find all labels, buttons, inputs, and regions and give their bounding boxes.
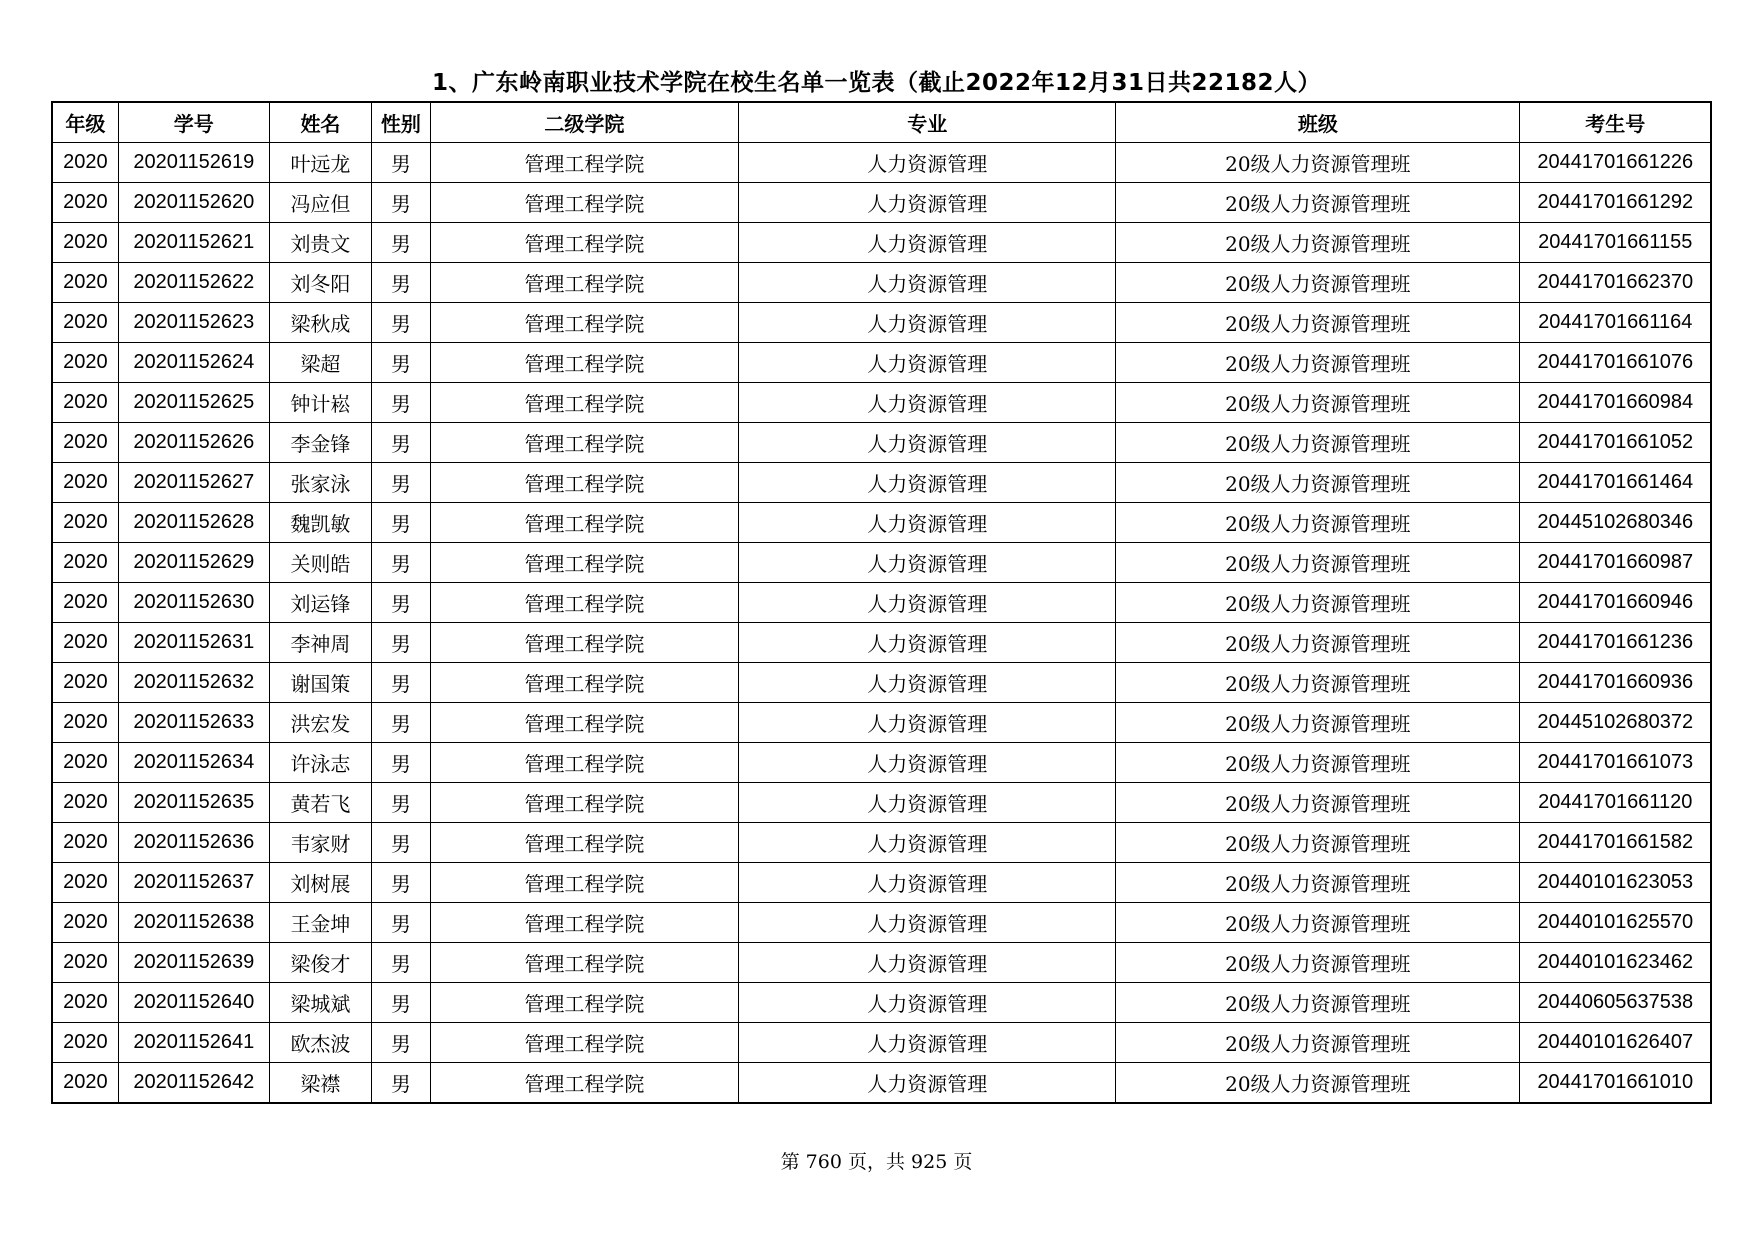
- cell-grade: 2020: [52, 823, 118, 863]
- table-row: [52, 663, 1711, 703]
- cell-grade: 2020: [52, 183, 118, 223]
- cell-student-id: 20201152634: [118, 743, 269, 783]
- cell-name: 刘树展: [269, 863, 372, 903]
- cell-grade: 2020: [52, 623, 118, 663]
- cell-gender: 男: [372, 583, 430, 623]
- cell-student-id: 20201152639: [118, 943, 269, 983]
- cell-college: 管理工程学院: [430, 863, 739, 903]
- cell-grade: 2020: [52, 743, 118, 783]
- cell-name: 谢国策: [269, 663, 372, 703]
- cell-student-id: 20201152631: [118, 623, 269, 663]
- cell-gender: 男: [372, 783, 430, 823]
- cell-college: 管理工程学院: [430, 623, 739, 663]
- cell-student-id: 20201152637: [118, 863, 269, 903]
- cell-major: 人力资源管理: [739, 223, 1116, 263]
- cell-class: 20级人力资源管理班: [1116, 503, 1520, 543]
- header-exam-id: 考生号: [1520, 102, 1711, 143]
- cell-gender: 男: [372, 423, 430, 463]
- cell-gender: 男: [372, 383, 430, 423]
- cell-grade: 2020: [52, 583, 118, 623]
- table-row: [52, 623, 1711, 663]
- cell-class: 20级人力资源管理班: [1116, 663, 1520, 703]
- cell-class: 20级人力资源管理班: [1116, 823, 1520, 863]
- cell-name: 魏凯敏: [269, 503, 372, 543]
- table-row: [52, 503, 1711, 543]
- cell-gender: 男: [372, 663, 430, 703]
- cell-gender: 男: [372, 703, 430, 743]
- cell-gender: 男: [372, 1023, 430, 1063]
- cell-class: 20级人力资源管理班: [1116, 943, 1520, 983]
- cell-college: 管理工程学院: [430, 263, 739, 303]
- cell-grade: 2020: [52, 303, 118, 343]
- cell-grade: 2020: [52, 983, 118, 1023]
- cell-exam-id: 20441701661464: [1520, 463, 1711, 503]
- cell-student-id: 20201152624: [118, 343, 269, 383]
- cell-student-id: 20201152630: [118, 583, 269, 623]
- table-row: [52, 263, 1711, 303]
- table-row: [52, 823, 1711, 863]
- cell-student-id: 20201152625: [118, 383, 269, 423]
- cell-major: 人力资源管理: [739, 943, 1116, 983]
- cell-grade: 2020: [52, 223, 118, 263]
- cell-gender: 男: [372, 543, 430, 583]
- cell-class: 20级人力资源管理班: [1116, 543, 1520, 583]
- cell-grade: 2020: [52, 143, 118, 183]
- cell-grade: 2020: [52, 383, 118, 423]
- cell-major: 人力资源管理: [739, 423, 1116, 463]
- cell-gender: 男: [372, 903, 430, 943]
- cell-exam-id: 20440101623462: [1520, 943, 1711, 983]
- cell-exam-id: 20441701661226: [1520, 143, 1711, 183]
- header-major: 专业: [739, 102, 1116, 143]
- cell-name: 梁襟: [269, 1063, 372, 1104]
- cell-class: 20级人力资源管理班: [1116, 383, 1520, 423]
- cell-class: 20级人力资源管理班: [1116, 783, 1520, 823]
- cell-student-id: 20201152628: [118, 503, 269, 543]
- cell-gender: 男: [372, 343, 430, 383]
- cell-class: 20级人力资源管理班: [1116, 903, 1520, 943]
- cell-gender: 男: [372, 943, 430, 983]
- cell-student-id: 20201152626: [118, 423, 269, 463]
- header-college: 二级学院: [430, 102, 739, 143]
- table-row: [52, 783, 1711, 823]
- cell-student-id: 20201152641: [118, 1023, 269, 1063]
- cell-college: 管理工程学院: [430, 463, 739, 503]
- cell-major: 人力资源管理: [739, 823, 1116, 863]
- cell-class: 20级人力资源管理班: [1116, 583, 1520, 623]
- cell-class: 20级人力资源管理班: [1116, 1023, 1520, 1063]
- table-row: [52, 863, 1711, 903]
- cell-college: 管理工程学院: [430, 543, 739, 583]
- cell-exam-id: 20440101626407: [1520, 1023, 1711, 1063]
- cell-name: 李神周: [269, 623, 372, 663]
- cell-class: 20级人力资源管理班: [1116, 743, 1520, 783]
- cell-student-id: 20201152632: [118, 663, 269, 703]
- table-row: [52, 543, 1711, 583]
- cell-gender: 男: [372, 263, 430, 303]
- cell-exam-id: 20441701661155: [1520, 223, 1711, 263]
- cell-exam-id: 20445102680372: [1520, 703, 1711, 743]
- cell-college: 管理工程学院: [430, 423, 739, 463]
- cell-name: 梁城斌: [269, 983, 372, 1023]
- cell-class: 20级人力资源管理班: [1116, 863, 1520, 903]
- cell-class: 20级人力资源管理班: [1116, 303, 1520, 343]
- cell-gender: 男: [372, 143, 430, 183]
- cell-exam-id: 20441701660936: [1520, 663, 1711, 703]
- cell-college: 管理工程学院: [430, 983, 739, 1023]
- cell-class: 20级人力资源管理班: [1116, 703, 1520, 743]
- cell-college: 管理工程学院: [430, 663, 739, 703]
- cell-major: 人力资源管理: [739, 1063, 1116, 1104]
- cell-student-id: 20201152620: [118, 183, 269, 223]
- cell-college: 管理工程学院: [430, 183, 739, 223]
- table-row: [52, 183, 1711, 223]
- cell-major: 人力资源管理: [739, 463, 1116, 503]
- cell-student-id: 20201152621: [118, 223, 269, 263]
- table-body: [52, 143, 1711, 1104]
- cell-name: 梁超: [269, 343, 372, 383]
- cell-gender: 男: [372, 303, 430, 343]
- table-row: [52, 1063, 1711, 1104]
- header-class: 班级: [1116, 102, 1520, 143]
- cell-gender: 男: [372, 983, 430, 1023]
- cell-major: 人力资源管理: [739, 783, 1116, 823]
- cell-name: 洪宏发: [269, 703, 372, 743]
- cell-class: 20级人力资源管理班: [1116, 463, 1520, 503]
- cell-student-id: 20201152642: [118, 1063, 269, 1104]
- cell-class: 20级人力资源管理班: [1116, 223, 1520, 263]
- cell-college: 管理工程学院: [430, 503, 739, 543]
- cell-name: 欧杰波: [269, 1023, 372, 1063]
- cell-grade: 2020: [52, 543, 118, 583]
- cell-grade: 2020: [52, 943, 118, 983]
- cell-major: 人力资源管理: [739, 983, 1116, 1023]
- cell-class: 20级人力资源管理班: [1116, 423, 1520, 463]
- cell-major: 人力资源管理: [739, 343, 1116, 383]
- cell-major: 人力资源管理: [739, 303, 1116, 343]
- table-row: [52, 343, 1711, 383]
- cell-grade: 2020: [52, 663, 118, 703]
- cell-student-id: 20201152636: [118, 823, 269, 863]
- cell-name: 叶远龙: [269, 143, 372, 183]
- student-roster-table: [51, 101, 1712, 1104]
- cell-gender: 男: [372, 823, 430, 863]
- document-title: 1、广东岭南职业技术学院在校生名单一览表（截止2022年12月31日共22182人）: [431, 70, 1322, 96]
- cell-exam-id: 20441701661292: [1520, 183, 1711, 223]
- cell-gender: 男: [372, 623, 430, 663]
- cell-major: 人力资源管理: [739, 623, 1116, 663]
- cell-exam-id: 20440605637538: [1520, 983, 1711, 1023]
- cell-student-id: 20201152629: [118, 543, 269, 583]
- cell-class: 20级人力资源管理班: [1116, 623, 1520, 663]
- cell-student-id: 20201152640: [118, 983, 269, 1023]
- cell-exam-id: 20441701661010: [1520, 1063, 1711, 1104]
- cell-college: 管理工程学院: [430, 823, 739, 863]
- cell-student-id: 20201152633: [118, 703, 269, 743]
- cell-major: 人力资源管理: [739, 583, 1116, 623]
- cell-college: 管理工程学院: [430, 143, 739, 183]
- cell-student-id: 20201152623: [118, 303, 269, 343]
- table-row: [52, 463, 1711, 503]
- table-row: [52, 983, 1711, 1023]
- table-row: [52, 383, 1711, 423]
- cell-name: 李金锋: [269, 423, 372, 463]
- cell-gender: 男: [372, 223, 430, 263]
- cell-college: 管理工程学院: [430, 943, 739, 983]
- cell-name: 刘贵文: [269, 223, 372, 263]
- cell-college: 管理工程学院: [430, 703, 739, 743]
- cell-major: 人力资源管理: [739, 503, 1116, 543]
- table-row: [52, 703, 1711, 743]
- cell-grade: 2020: [52, 863, 118, 903]
- cell-gender: 男: [372, 503, 430, 543]
- cell-gender: 男: [372, 183, 430, 223]
- cell-student-id: 20201152619: [118, 143, 269, 183]
- cell-grade: 2020: [52, 463, 118, 503]
- table-row: [52, 903, 1711, 943]
- table-row: [52, 743, 1711, 783]
- cell-class: 20级人力资源管理班: [1116, 143, 1520, 183]
- cell-name: 关则皓: [269, 543, 372, 583]
- cell-grade: 2020: [52, 783, 118, 823]
- cell-name: 刘运锋: [269, 583, 372, 623]
- cell-major: 人力资源管理: [739, 703, 1116, 743]
- cell-student-id: 20201152638: [118, 903, 269, 943]
- cell-grade: 2020: [52, 1023, 118, 1063]
- cell-major: 人力资源管理: [739, 1023, 1116, 1063]
- table-row: [52, 943, 1711, 983]
- table-row: [52, 143, 1711, 183]
- cell-college: 管理工程学院: [430, 1063, 739, 1104]
- cell-exam-id: 20441701660984: [1520, 383, 1711, 423]
- cell-major: 人力资源管理: [739, 183, 1116, 223]
- cell-class: 20级人力资源管理班: [1116, 343, 1520, 383]
- cell-student-id: 20201152622: [118, 263, 269, 303]
- cell-grade: 2020: [52, 423, 118, 463]
- header-name: 姓名: [269, 102, 372, 143]
- cell-exam-id: 20441701661236: [1520, 623, 1711, 663]
- cell-college: 管理工程学院: [430, 743, 739, 783]
- table-header-row: [52, 102, 1711, 143]
- cell-class: 20级人力资源管理班: [1116, 983, 1520, 1023]
- cell-grade: 2020: [52, 343, 118, 383]
- table-row: [52, 1023, 1711, 1063]
- cell-class: 20级人力资源管理班: [1116, 183, 1520, 223]
- cell-major: 人力资源管理: [739, 543, 1116, 583]
- cell-grade: 2020: [52, 263, 118, 303]
- cell-grade: 2020: [52, 703, 118, 743]
- cell-exam-id: 20441701661582: [1520, 823, 1711, 863]
- cell-grade: 2020: [52, 503, 118, 543]
- cell-class: 20级人力资源管理班: [1116, 263, 1520, 303]
- cell-gender: 男: [372, 463, 430, 503]
- cell-exam-id: 20441701660946: [1520, 583, 1711, 623]
- cell-student-id: 20201152635: [118, 783, 269, 823]
- cell-exam-id: 20440101623053: [1520, 863, 1711, 903]
- cell-grade: 2020: [52, 1063, 118, 1104]
- header-grade: 年级: [52, 102, 118, 143]
- table-row: [52, 583, 1711, 623]
- cell-student-id: 20201152627: [118, 463, 269, 503]
- cell-name: 钟计崧: [269, 383, 372, 423]
- cell-exam-id: 20441701661073: [1520, 743, 1711, 783]
- cell-name: 韦家财: [269, 823, 372, 863]
- cell-name: 冯应但: [269, 183, 372, 223]
- cell-name: 黄若飞: [269, 783, 372, 823]
- cell-exam-id: 20441701660987: [1520, 543, 1711, 583]
- cell-college: 管理工程学院: [430, 223, 739, 263]
- cell-gender: 男: [372, 863, 430, 903]
- cell-college: 管理工程学院: [430, 303, 739, 343]
- cell-gender: 男: [372, 743, 430, 783]
- cell-exam-id: 20440101625570: [1520, 903, 1711, 943]
- table-row: [52, 223, 1711, 263]
- cell-exam-id: 20445102680346: [1520, 503, 1711, 543]
- cell-grade: 2020: [52, 903, 118, 943]
- cell-major: 人力资源管理: [739, 863, 1116, 903]
- cell-major: 人力资源管理: [739, 743, 1116, 783]
- cell-name: 许泳志: [269, 743, 372, 783]
- cell-college: 管理工程学院: [430, 383, 739, 423]
- cell-college: 管理工程学院: [430, 583, 739, 623]
- cell-class: 20级人力资源管理班: [1116, 1063, 1520, 1104]
- cell-major: 人力资源管理: [739, 143, 1116, 183]
- cell-name: 王金坤: [269, 903, 372, 943]
- table-row: [52, 423, 1711, 463]
- cell-exam-id: 20441701661164: [1520, 303, 1711, 343]
- cell-college: 管理工程学院: [430, 903, 739, 943]
- cell-exam-id: 20441701662370: [1520, 263, 1711, 303]
- cell-name: 刘冬阳: [269, 263, 372, 303]
- cell-exam-id: 20441701661052: [1520, 423, 1711, 463]
- header-gender: 性别: [372, 102, 430, 143]
- cell-major: 人力资源管理: [739, 263, 1116, 303]
- cell-exam-id: 20441701661120: [1520, 783, 1711, 823]
- cell-college: 管理工程学院: [430, 783, 739, 823]
- cell-exam-id: 20441701661076: [1520, 343, 1711, 383]
- table-row: [52, 303, 1711, 343]
- cell-college: 管理工程学院: [430, 1023, 739, 1063]
- cell-name: 张家泳: [269, 463, 372, 503]
- cell-major: 人力资源管理: [739, 383, 1116, 423]
- cell-name: 梁俊才: [269, 943, 372, 983]
- cell-gender: 男: [372, 1063, 430, 1104]
- header-student-id: 学号: [118, 102, 269, 143]
- cell-major: 人力资源管理: [739, 663, 1116, 703]
- page-number: 第 760 页，共 925 页: [780, 1151, 973, 1173]
- cell-name: 梁秋成: [269, 303, 372, 343]
- cell-college: 管理工程学院: [430, 343, 739, 383]
- cell-major: 人力资源管理: [739, 903, 1116, 943]
